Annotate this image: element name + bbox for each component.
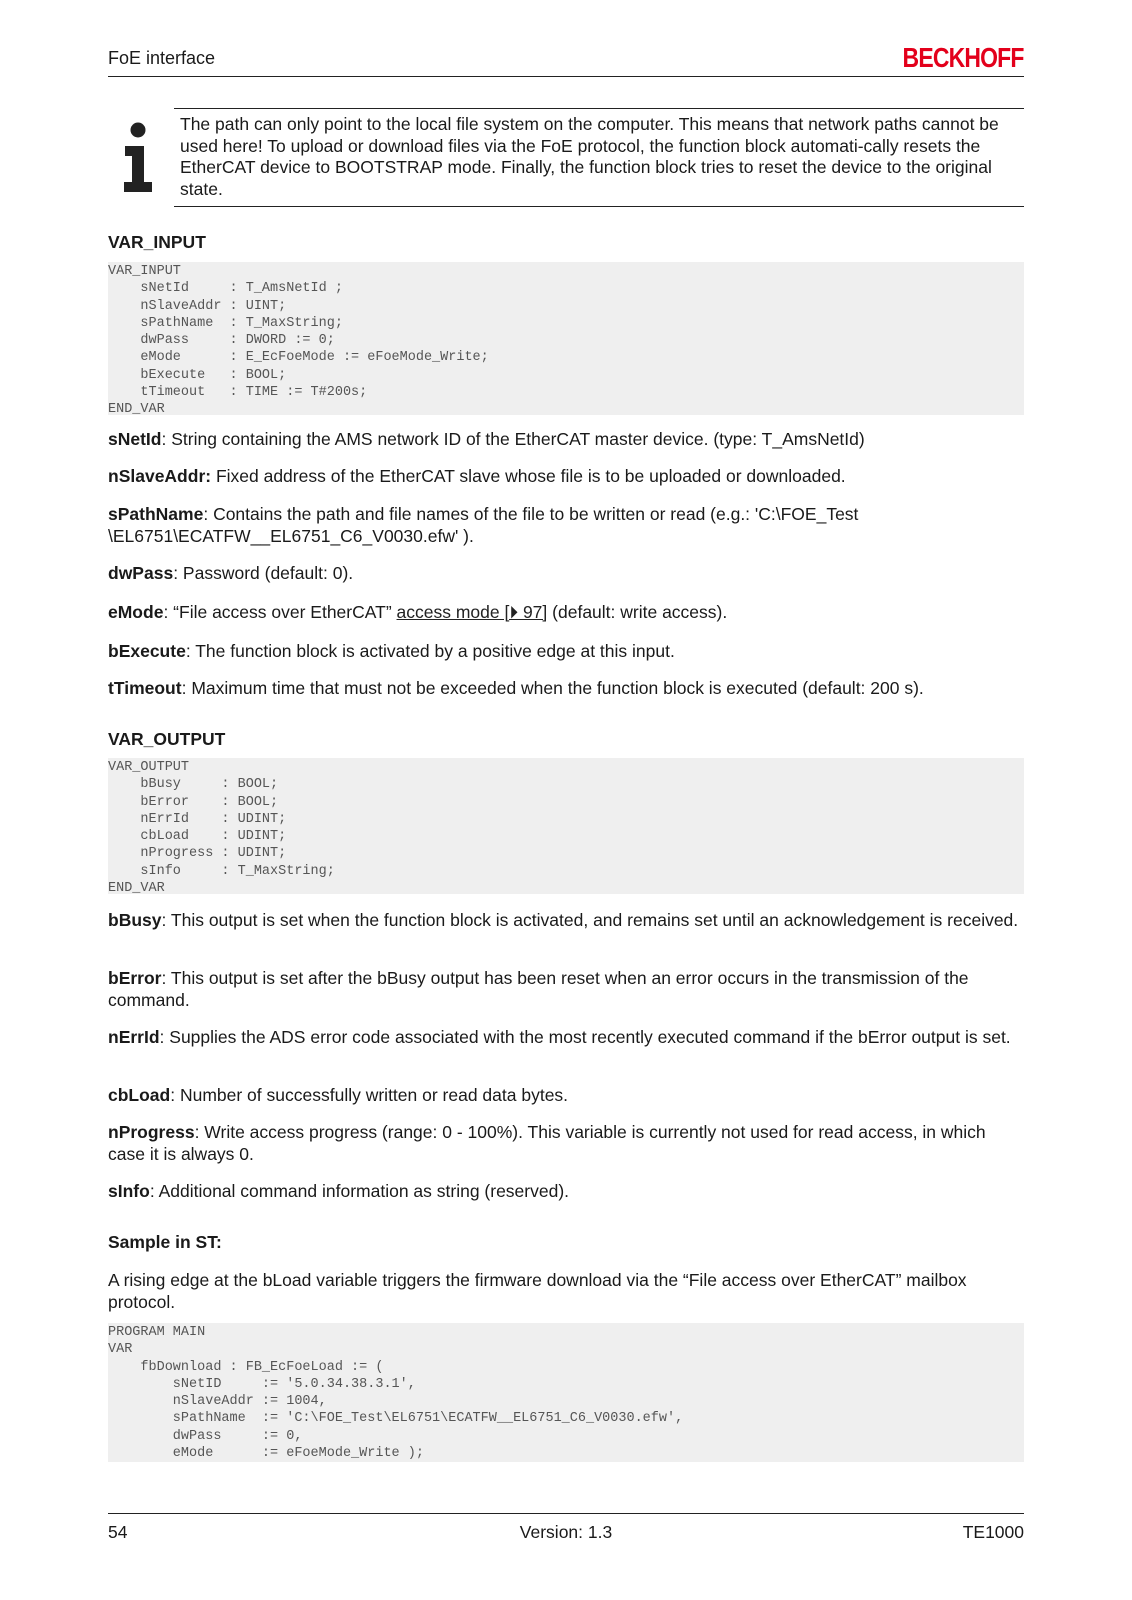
page-footer xyxy=(108,1513,1024,1548)
param-desc: Maximum time that must not be exceeded when the function block is executed (default: 200 s). xyxy=(186,678,924,698)
page-header xyxy=(108,38,1024,77)
param-nslaveaddr xyxy=(108,466,1024,488)
document-id: TE1000 xyxy=(962,1522,1024,1542)
beckhoff-logo: BECKHOFF xyxy=(903,42,1024,73)
param-desc: “File access over EtherCAT” xyxy=(168,602,397,622)
param-name: nErrId xyxy=(108,1027,160,1047)
param-desc: The function block is activated by a positive edge at this input. xyxy=(190,641,675,661)
info-note-text: The path can only point to the local file system on the computer. This means that network paths cannot be used here! To upload or download files via the FoE protocol, the function block automati-cally resets the EtherCAT device to BOOTSTRAP mode. Finally, the function block tries to reset the device to the original state. xyxy=(174,108,1024,207)
param-desc: : Write access progress (range: 0 - 100%). This variable is currently not used for read access, in which case it is always 0. xyxy=(108,1122,986,1164)
info-icon xyxy=(122,122,154,192)
sample-code: PROGRAM MAIN VAR fbDownload : FB_EcFoeLoad := ( sNetID := '5.0.34.38.3.1', nSlaveAddr := 1004, sPathName := 'C:\FOE_Test\EL6751\ECATFW__EL6751_C6_V0030.efw', dwPass := 0, eMode := eFoeMode_Write ); xyxy=(108,1323,1024,1462)
param-desc: Contains the path and file names of the file to be written or read (e.g.: 'C:\FOE_Test \EL6751\ECATFW__EL6751_C6_V0030.efw' ). xyxy=(108,504,859,546)
info-note xyxy=(108,108,1024,207)
param-nprogress xyxy=(108,1122,1024,1165)
param-desc: : Number of successfully written or read data bytes. xyxy=(170,1085,569,1105)
param-ttimeout: tTimeout: Maximum time that must not be exceeded when the function block is executed (default: 200 s). xyxy=(108,678,924,698)
param-name: sNetId xyxy=(108,429,162,449)
param-name: nProgress xyxy=(108,1122,195,1142)
access-mode-link[interactable]: access mode [⏵ 97] xyxy=(396,602,548,622)
param-dwpass: dwPass: Password (default: 0). xyxy=(108,563,354,583)
param-name: tTimeout xyxy=(108,678,182,698)
var-output-heading: VAR_OUTPUT xyxy=(108,729,226,749)
param-bexecute: bExecute: The function block is activated by a positive edge at this input. xyxy=(108,641,675,661)
param-desc: Password (default: 0). xyxy=(178,563,354,583)
param-desc: Fixed address of the EtherCAT slave whose file is to be uploaded or downloaded. xyxy=(211,466,846,486)
param-snetid: sNetId: String containing the AMS network ID of the EtherCAT master device. (type: T_AmsNetId) xyxy=(108,429,865,449)
param-name: sInfo xyxy=(108,1181,150,1201)
param-name: bExecute xyxy=(108,641,186,661)
param-name: bBusy xyxy=(108,910,162,930)
param-desc: : This output is set when the function block is activated, and remains set until an acknowledgement is received. xyxy=(161,910,1019,930)
var-input-heading: VAR_INPUT xyxy=(108,232,206,252)
version-label: Version: 1.3 xyxy=(519,1522,613,1542)
param-name: cbLoad xyxy=(108,1085,171,1105)
header-title: FoE interface xyxy=(108,48,216,68)
sample-description: A rising edge at the bLoad variable triggers the firmware download via the “File access over EtherCAT” mailbox protocol. xyxy=(108,1270,967,1312)
var-input-code: VAR_INPUT sNetId : T_AmsNetId ; nSlaveAddr : UINT; sPathName : T_MaxString; dwPass : DWORD := 0; eMode : E_EcFoeMode := eFoeMode_Write; bExecute : BOOL; tTimeout : TIME := T#200s; END_VAR xyxy=(108,262,1024,415)
param-name: dwPass xyxy=(108,563,174,583)
param-emode: eMode: “File access over EtherCAT” access mode [⏵ 97] (default: write access). xyxy=(108,602,728,622)
param-desc: : This output is set after the bBusy output has been reset when an error occurs in the transmission of the command. xyxy=(108,968,969,1010)
param-name: eMode xyxy=(108,602,164,622)
param-nerrid xyxy=(108,1027,1024,1049)
param-name: sPathName xyxy=(108,504,204,524)
param-desc: String containing the AMS network ID of the EtherCAT master device. (type: T_AmsNetId) xyxy=(166,429,865,449)
var-output-code: VAR_OUTPUT bBusy : BOOL; bError : BOOL; nErrId : UDINT; cbLoad : UDINT; nProgress : UDINT; sInfo : T_MaxString; END_VAR xyxy=(108,758,1024,894)
param-desc: : Additional command information as string (reserved). xyxy=(149,1181,570,1201)
sample-heading: Sample in ST: xyxy=(108,1232,222,1252)
param-sinfo xyxy=(108,1181,1024,1203)
param-desc: : Supplies the ADS error code associated with the most recently executed command if the bError output is set. xyxy=(159,1027,1011,1047)
param-berror xyxy=(108,968,1024,1011)
param-spathname: sPathName: Contains the path and file names of the file to be written or read (e.g.: 'C:\FOE_Test \EL6751\ECATFW__EL6751_C6_V0030.efw' ). xyxy=(108,504,859,546)
param-name: nSlaveAddr: xyxy=(108,466,212,486)
param-cbload xyxy=(108,1085,1024,1107)
param-name: bError xyxy=(108,968,162,988)
page-number: 54 xyxy=(108,1522,128,1542)
param-bbusy xyxy=(108,910,1024,932)
